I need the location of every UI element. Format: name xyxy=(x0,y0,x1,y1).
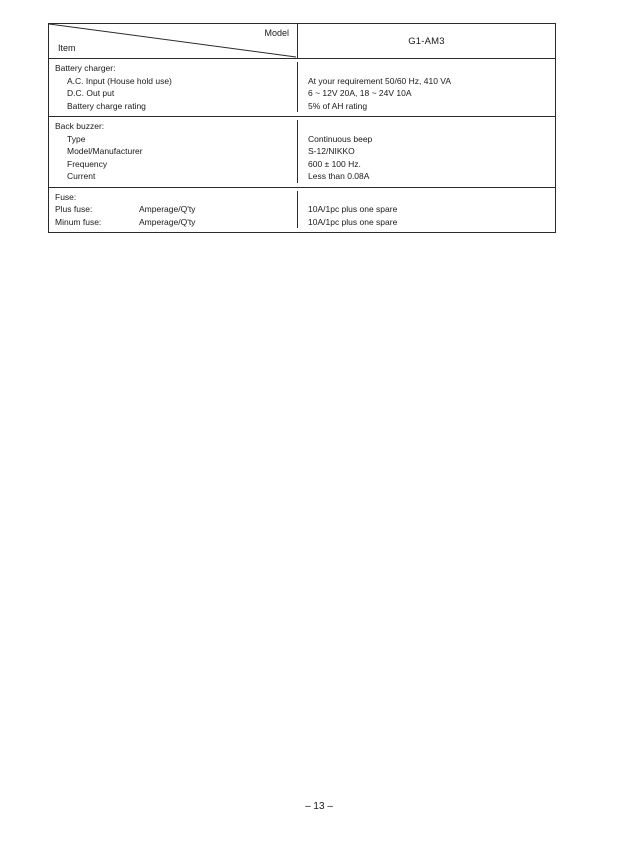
diagonal-divider xyxy=(49,24,298,58)
spec-label: A.C. Input (House hold use) xyxy=(67,75,172,86)
header-row xyxy=(49,24,555,58)
fuse-name: Plus fuse: xyxy=(55,204,93,214)
section-title: Battery charger: xyxy=(55,63,116,73)
fuse-name: Minum fuse: xyxy=(55,216,102,227)
spec-label: Model/Manufacturer xyxy=(67,146,143,156)
spec-label: Battery charge rating xyxy=(67,100,146,111)
spec-value: Less than 0.08A xyxy=(308,171,370,181)
back-buzzer-section xyxy=(49,116,555,187)
spec-label: Current xyxy=(67,171,96,181)
spec-value: 10A/1pc plus one spare xyxy=(308,216,398,227)
item-column-label: Item xyxy=(58,43,76,53)
section-title: Back buzzer: xyxy=(55,121,105,131)
spec-value: 5% of AH rating xyxy=(308,100,368,111)
spec-label: Amperage/Q'ty xyxy=(139,204,196,214)
spec-label: D.C. Out put xyxy=(67,88,115,98)
model-value: G1-AM3 xyxy=(408,35,445,47)
spec-value: At your requirement 50/60 Hz, 410 VA xyxy=(308,75,452,86)
fuse-section xyxy=(49,187,555,233)
spec-value: Continuous beep xyxy=(308,133,373,144)
model-column-label: Model xyxy=(264,28,289,38)
spec-value: 600 ± 100 Hz. xyxy=(308,158,361,169)
fuse-row xyxy=(55,216,297,229)
spec-label: Type xyxy=(67,133,86,144)
section-title: Fuse: xyxy=(55,191,77,202)
spec-value: 6 ~ 12V 20A, 18 ~ 24V 10A xyxy=(308,88,412,98)
fuse-row xyxy=(55,203,297,216)
battery-charger-section xyxy=(49,58,555,116)
spec-label: Frequency xyxy=(67,158,108,169)
spec-value: S-12/NIKKO xyxy=(308,146,355,156)
header-item-cell xyxy=(49,24,298,58)
spec-label: Amperage/Q'ty xyxy=(139,216,196,227)
page-number: – 13 – xyxy=(305,801,333,812)
spec-table xyxy=(48,23,556,233)
spec-value: 10A/1pc plus one spare xyxy=(308,204,398,214)
